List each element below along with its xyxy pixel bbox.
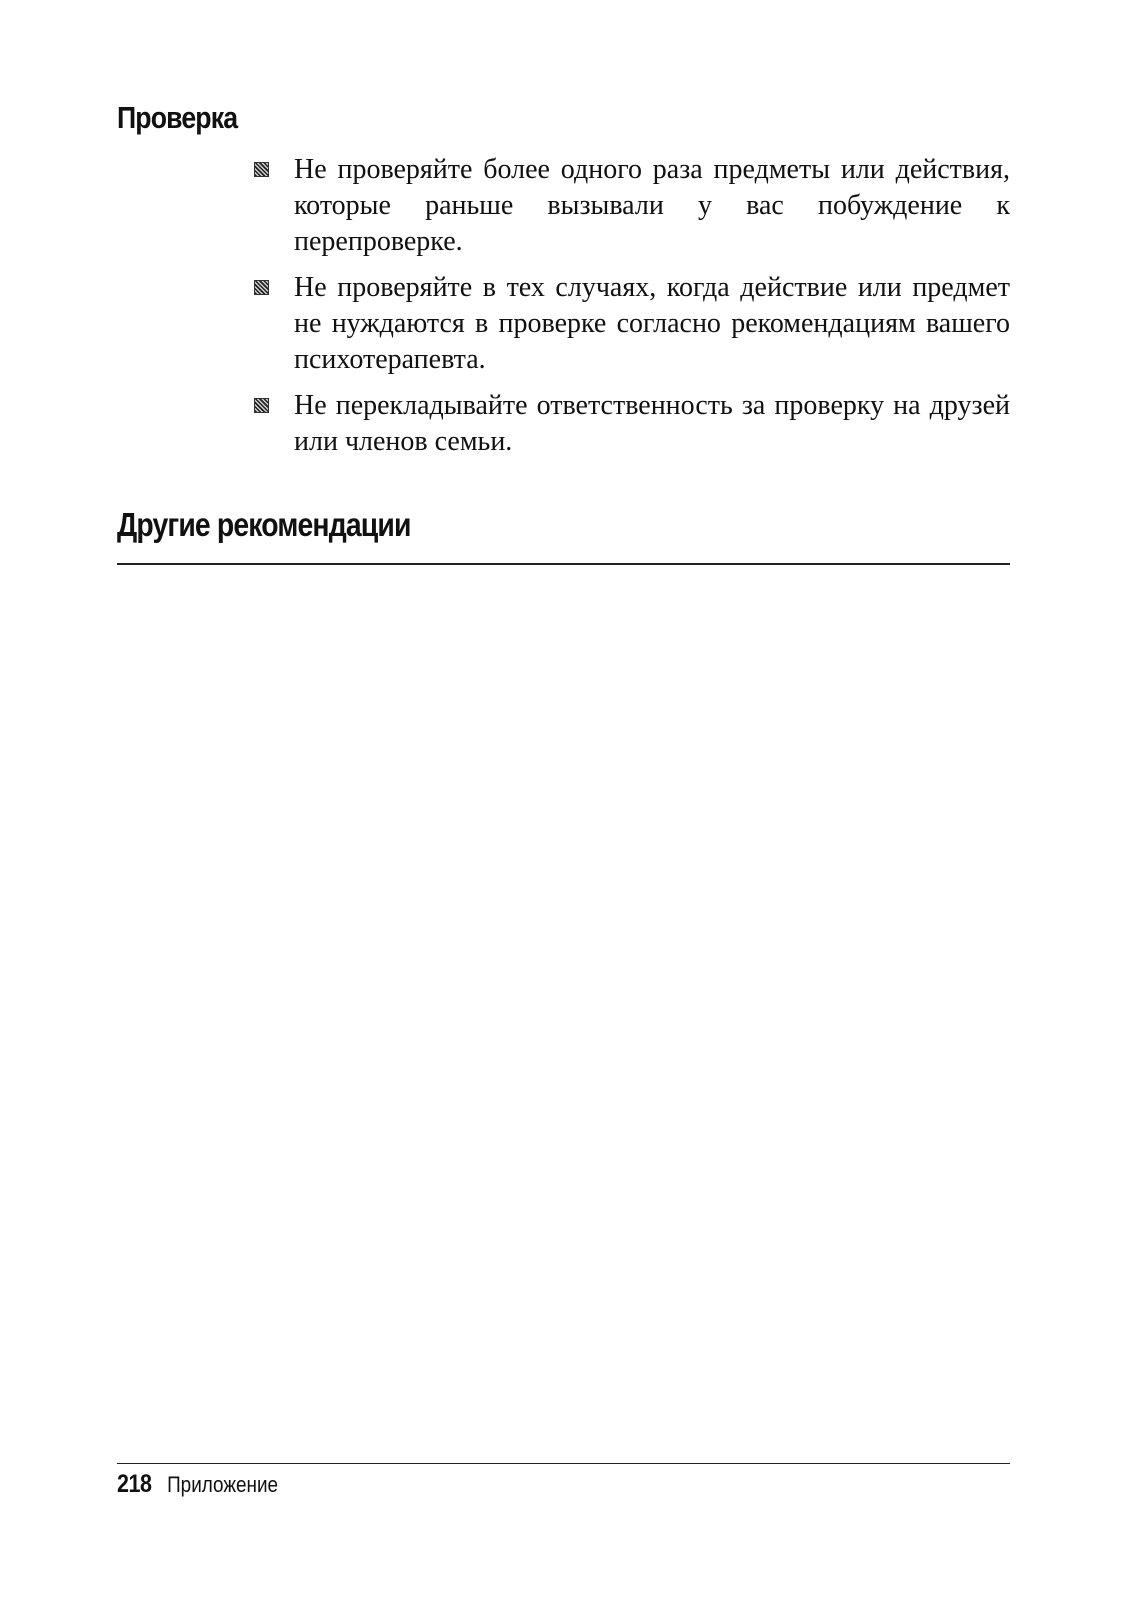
- list-item-text: Не проверяйте в тех случаях, когда действие или предмет не нуждаются в проверке согласно рекомендациям вашего психотерапевта.: [294, 272, 1010, 375]
- running-title: Приложение: [167, 1472, 279, 1497]
- page-footer: [117, 1470, 278, 1499]
- square-bullet-icon: [254, 398, 269, 413]
- page-number: 218: [117, 1470, 152, 1498]
- list-item: [250, 388, 1010, 460]
- section-heading-other-recommendations: Другие рекомендации: [117, 506, 411, 543]
- list-item: [250, 270, 1010, 378]
- section-heading-checking: Проверка: [117, 100, 238, 135]
- list-item-text: Не перекладывайте ответственность за проверку на друзей или членов семьи.: [294, 390, 1010, 457]
- list-item-text: Не проверяйте более одного раза предметы или действия, которые раньше вызывали у вас побуждение к перепроверке.: [294, 154, 1010, 257]
- square-bullet-icon: [254, 280, 269, 295]
- list-item: [250, 152, 1010, 260]
- heading-underline-divider: [117, 563, 1010, 565]
- square-bullet-icon: [254, 162, 269, 177]
- footer-divider: [117, 1463, 1010, 1464]
- checking-bullet-list: [250, 152, 1010, 470]
